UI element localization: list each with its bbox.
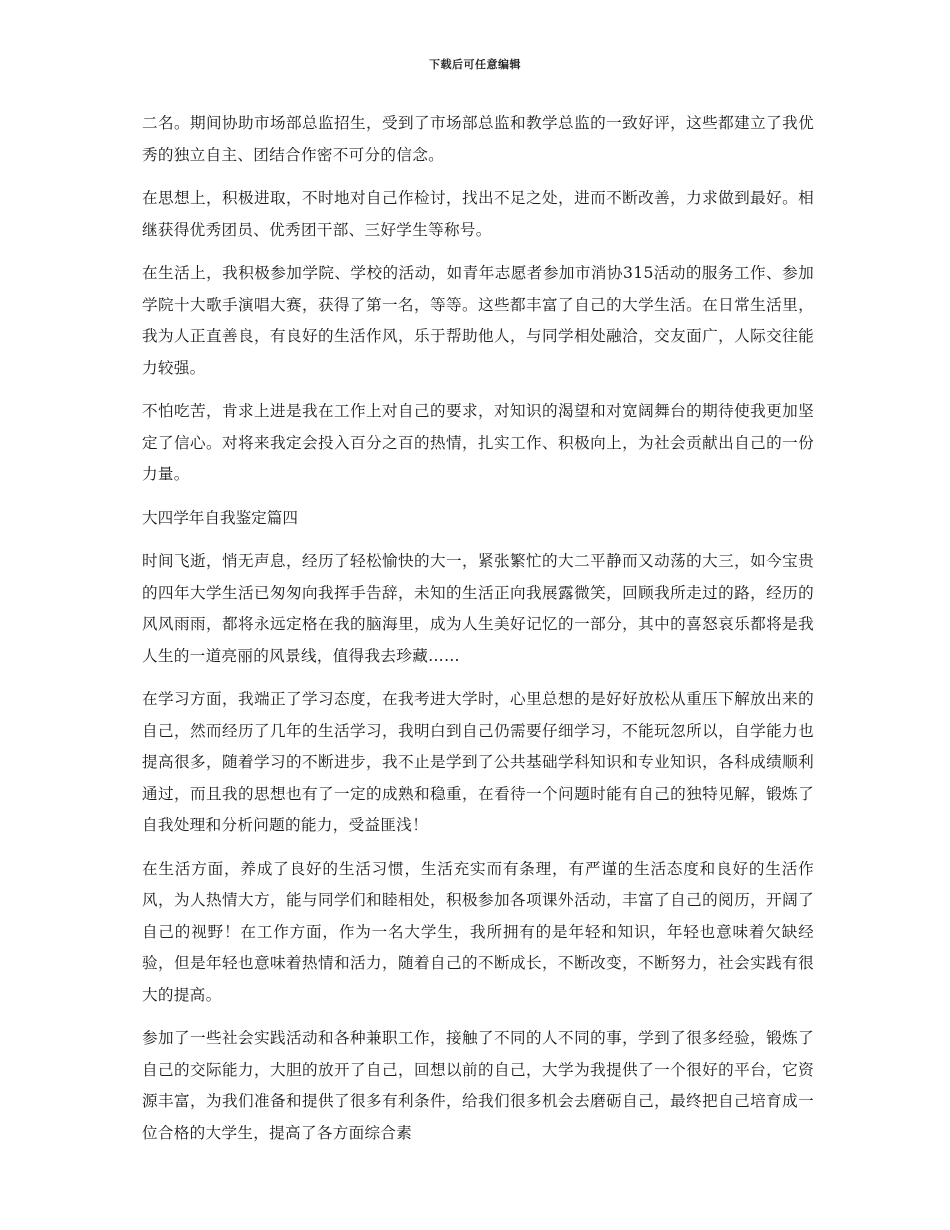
paragraph-5: 时间飞逝，悄无声息，经历了轻松愉快的大一，紧张繁忙的大二平静而又动荡的大三，如今宝贵的四年大学生活已匆匆向我挥手告辞，未知的生活正向我展露微笑，回顾我所走过的路，经历的风风雨雨，都将永远定格在我的脑海里，成为人生美好记忆的一部分，其中的喜怒哀乐都将是我人生的一道亮丽的风景线，值得我去珍藏…… [142,552,814,665]
page-header-note: 下载后可任意编辑 [429,58,521,71]
paragraph-6: 在学习方面，我端正了学习态度，在我考进大学时，心里总想的是好好放松从重压下解放出来的自己，然而经历了几年的生活学习，我明白到自己仍需要仔细学习，不能玩忽所以，自学能力也提高很多，随着学习的不断进步，我不止是学到了公共基础学科知识和专业知识，各科成绩顺利通过，而且我的思想也有了一定的成熟和稳重，在看待一个问题时能有自己的独特见解，锻炼了自我处理和分析问题的能力，受益匪浅！ [142,690,814,834]
paragraph-8: 参加了一些社会实践活动和各种兼职工作，接触了不同的人不同的事，学到了很多经验，锻炼了自己的交际能力，大胆的放开了自己，回想以前的自己，大学为我提供了一个很好的平台，它资源丰富，为我们准备和提供了很多有利条件，给我们很多机会去磨砺自己，最终把自己培育成一位合格的大学生，提高了各方面综合素 [142,1029,814,1142]
paragraph-2: 在思想上，积极进取，不时地对自己作检讨，找出不足之处，进而不断改善，力求做到最好。相继获得优秀团员、优秀团干部、三好学生等称号。 [142,189,814,239]
section-heading: 大四学年自我鉴定篇四 [142,508,298,527]
paragraph-7: 在生活方面，养成了良好的生活习惯，生活充实而有条理，有严谨的生活态度和良好的生活作风，为人热情大方，能与同学们和睦相处，积极参加各项课外活动，丰富了自己的阅历，开阔了自己的视野！在工作方面，作为一名大学生，我所拥有的是年轻和知识，年轻也意味着欠缺经验，但是年轻也意味着热情和活力，随着自己的不断成长，不断改变，不断努力，社会实践有很大的提高。 [142,859,814,1004]
paragraph-4: 不怕吃苦，肯求上进是我在工作上对自己的要求，对知识的渴望和对宽阔舞台的期待使我更加坚定了信心。对将来我定会投入百分之百的热情，扎实工作、积极向上，为社会贡献出自己的一份力量。 [142,402,814,483]
paragraph-1: 二名。期间协助市场部总监招生，受到了市场部总监和教学总监的一致好评，这些都建立了我优秀的独立自主、团结合作密不可分的信念。 [142,114,814,164]
paragraph-3: 在生活上，我积极参加学院、学校的活动，如青年志愿者参加市消协315活动的服务工作、参加学院十大歌手演唱大赛，获得了第一名，等等。这些都丰富了自己的大学生活。在日常生活里，我为人正直善良，有良好的生活作风，乐于帮助他人，与同学相处融洽，交友面广，人际交往能力较强。 [142,264,814,377]
document-body [142,108,814,1161]
